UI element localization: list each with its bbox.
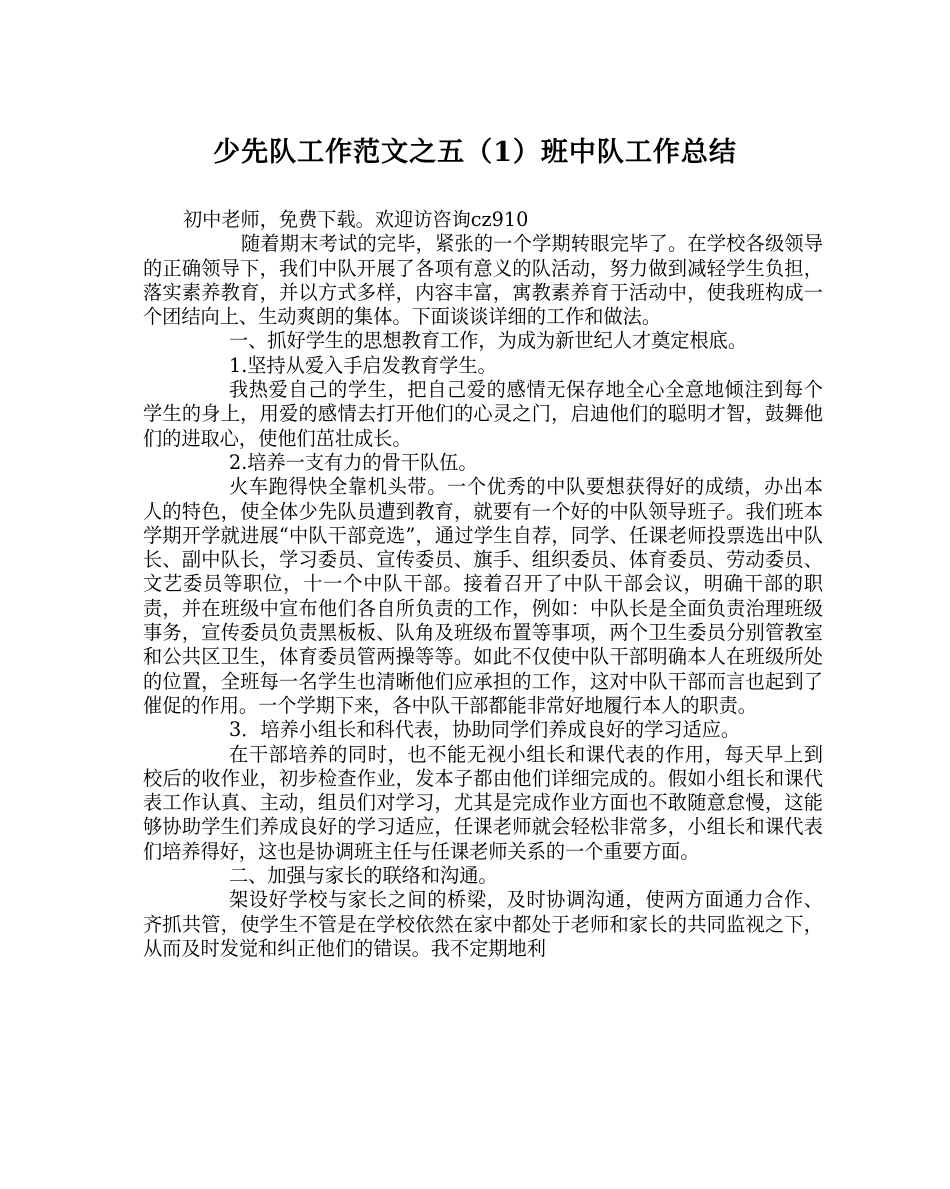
paragraph-parent-contact: 架设好学校与家长之间的桥梁，及时协调沟通，使两方面通力合作、齐抓共管，使学生不管是在学校依然在家中都处于老师和家长的共同监视之下，从而及时发觉和纠正他们的错误。我不定期地利 (143, 888, 823, 960)
paragraph-love-education: 我热爱自己的学生，把自己爱的感情无保存地全心全意地倾注到每个学生的身上，用爱的感情去打开他们的心灵之门，启迪他们的聪明才智，鼓舞他们的进取心，使他们茁壮成长。 (143, 378, 823, 450)
subheading-1-3: 3．培养小组长和科代表，协助同学们养成良好的学习适应。 (229, 718, 741, 742)
paragraph-opening: 随着期末考试的完毕，紧张的一个学期转眼完毕了。在学校各级领导的正确领导下，我们中队开展了各项有意义的队活动，努力做到减轻学生负担，落实素养教育，并以方式多样，内容丰富，寓教素养育于活动中，使我班构成一个团结向上、生动爽朗的集体。下面谈谈详细的工作和做法。 (143, 232, 823, 329)
intro-line: 初中老师，免费下载。欢迎访咨询cz910 (183, 208, 529, 231)
subheading-1-1: 1.坚持从爱入手启发教育学生。 (229, 353, 497, 377)
document-body (143, 208, 823, 961)
paragraph-group-leaders: 在干部培养的同时，也不能无视小组长和课代表的作用，每天早上到校后的收作业，初步检查作业，发本子都由他们详细完成的。假如小组长和课代表工作认真、主动，组员们对学习，尤其是完成作业方面也不敢随意怠慢，这能够协助学生们养成良好的学习适应，任课老师就会轻松非常多，小组长和课代表们培养得好，这也是协调班主任与任课老师关系的一个重要方面。 (143, 742, 823, 863)
document-title: 少先队工作范文之五（1）班中队工作总结 (213, 137, 737, 168)
section-heading-1: 一、抓好学生的思想教育工作，为成为新世纪人才奠定根底。 (229, 329, 748, 353)
section-heading-2: 二、加强与家长的联络和沟通。 (229, 864, 498, 888)
paragraph-cadre-team: 火车跑得快全靠机头带。一个优秀的中队要想获得好的成绩，办出本人的特色，使全体少先队员遭到教育，就要有一个好的中队领导班子。我们班本学期开学就进展“中队干部竞选”，通过学生自荐，同学、任课老师投票选出中队长、副中队长，学习委员、宣传委员、旗手、组织委员、体育委员、劳动委员、文艺委员等职位，十一个中队干部。接着召开了中队干部会议，明确干部的职责，并在班级中宣布他们各自所负责的工作，例如：中队长是全面负责治理班级事务，宣传委员负责黑板板、队角及班级布置等事项，两个卫生委员分别管教室和公共区卫生，体育委员管两操等等。如此不仅使中队干部明确本人在班级所处的位置，全班每一名学生也清晰他们应承担的工作，这对中队干部而言也起到了催促的作用。一个学期下来，各中队干部都能非常好地履行本人的职责。 (143, 475, 823, 717)
subheading-1-2: 2.培养一支有力的骨干队伍。 (229, 450, 478, 474)
